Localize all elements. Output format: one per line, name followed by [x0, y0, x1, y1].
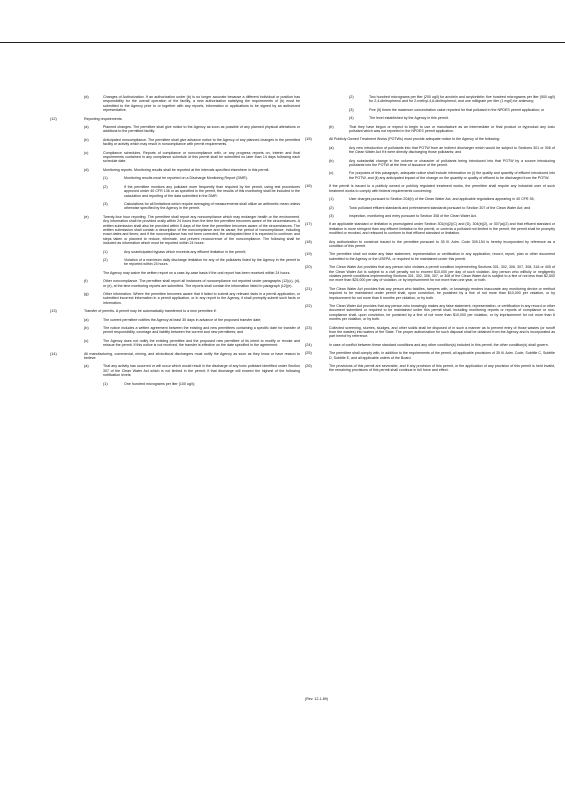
condition-paragraph: [305, 287, 555, 300]
paragraph-label: (1): [329, 197, 334, 202]
paragraph-label: (1): [103, 381, 108, 386]
condition-paragraph: [50, 258, 300, 267]
paragraph-label: (14): [50, 351, 57, 356]
condition-paragraph: [305, 240, 555, 249]
paragraph-text: All manufacturing, commercial, mining, and silvicultural dischargers must notify the Agency as soon as they know or have reason to believe:: [84, 351, 300, 361]
condition-paragraph: [305, 146, 555, 155]
paragraph-text: The permittee shall not make any false statement, representation or certification in any application, record, report, plan or other document submitted to the Agency or the USEPA, or required to be maintained under this permit.: [329, 252, 555, 261]
condition-paragraph: [305, 343, 555, 347]
paragraph-label: (2): [349, 95, 354, 99]
revision-footer: (Rev. 12-1-89): [305, 697, 328, 701]
condition-paragraph: [305, 265, 555, 283]
paragraph-label: (15): [305, 137, 312, 142]
condition-paragraph: [305, 197, 555, 201]
paragraph-text: User charges pursuant to Section 204(b) of the Clean Water Act, and applicable regulations appearing in 40 CFR 35;: [349, 197, 535, 202]
condition-paragraph: [305, 125, 555, 134]
paragraph-text: Five (5) times the maximum concentration value reported for that pollutant in the NPDES permit application; or: [369, 107, 545, 112]
paragraph-text: Any unanticipated bypass which exceeds any effluent limitation in the permit;: [124, 249, 246, 254]
paragraph-label: (21): [305, 286, 312, 291]
paragraph-label: (23): [305, 325, 312, 330]
paragraph-label: (16): [305, 184, 312, 189]
paragraph-text: The level established by the Agency in this permit.: [369, 116, 449, 121]
paragraph-label: (e): [84, 214, 89, 219]
paragraph-text: Transfer of permits. A permit may be automatically transferred to a new permittee if:: [84, 309, 217, 314]
paragraph-label: (2): [103, 257, 108, 262]
paragraph-text: The Agency does not notify the existing permittee and the proposed new permittee of its intent to modify or revoke and reissue the permit. If this notice is not received, the transfer is effective on the date specified in the agreement.: [103, 338, 300, 348]
paragraph-label: (c): [84, 338, 89, 343]
condition-paragraph: [50, 271, 300, 275]
right-column: [305, 95, 555, 377]
condition-paragraph: [305, 95, 555, 104]
header-rule: [0, 42, 565, 43]
paragraph-label: (b): [84, 326, 89, 331]
condition-paragraph: [305, 159, 555, 168]
paragraph-text: Toxic pollutant effluent standards and pretreatment standards pursuant to Section 307 of the Clean Water Act; and: [349, 205, 531, 210]
paragraph-text: One hundred micrograms per liter (100 ug/l);: [124, 381, 195, 386]
condition-paragraph: [305, 304, 555, 322]
paragraph-label: (19): [305, 252, 312, 257]
paragraph-text: Reporting requirements.: [84, 116, 123, 121]
condition-paragraph: [50, 117, 300, 121]
paragraph-label: (g): [84, 292, 89, 296]
condition-paragraph: [50, 309, 300, 313]
condition-paragraph: [50, 151, 300, 164]
paragraph-label: (24): [305, 342, 312, 347]
paragraph-text: Any substantial change in the volume or character of pollutants being introduced into that POTW by a source introducing pollutants into the POTW at the time of issuance of the permit.: [349, 158, 555, 168]
condition-paragraph: [50, 318, 300, 322]
condition-paragraph: [305, 214, 555, 218]
paragraph-text: Monitoring results must be reported on a Discharge Monitoring Report (DMR).: [124, 176, 248, 181]
condition-paragraph: [50, 215, 300, 246]
paragraph-text: Planned changes. The permittee shall give notice to the Agency as soon as possible of any planned physical alterations or additions to the permitted facility.: [103, 125, 300, 134]
paragraph-label: (f): [84, 279, 88, 284]
paragraph-label: (d): [84, 95, 89, 99]
paragraph-text: Any authorization to construct issued to the permittee pursuant to 35 Ill. Adm. Code 309.154 is hereby incorporated by reference as a condition of this permit.: [329, 239, 555, 248]
paragraph-label: (4): [349, 116, 354, 121]
paragraph-label: (2): [103, 184, 108, 189]
condition-paragraph: [50, 250, 300, 254]
paragraph-text: All Publicly Owned Treatment Works (POTWs) must provide adequate notice to the Agency of the following:: [329, 137, 500, 142]
paragraph-text: Anticipated noncompliance. The permittee shall give advance notice to the Agency of any planned changes in the permitted facility or activity which may result in noncompliance with permit requirements.: [103, 137, 300, 147]
paragraph-text: The provisions of this permit are severable, and if any provision of this permit, or the application of any provision of this permit is held invalid, the remaining provisions of this permit shall continue in full force and effect.: [329, 364, 555, 373]
paragraph-text: Compliance schedules. Reports of compliance or noncompliance with, or any progress reports on, interim and final requirements contained in any compliance schedule of this permit shall be submitted no later than 14 days following each schedule date.: [103, 150, 300, 164]
condition-paragraph: [305, 351, 555, 360]
paragraph-text: Collected screening, slurries, sludges, and other solids shall be disposed of in such a manner as to prevent entry of those wastes (or runoff from the wastes) into waters of the State. The proper authorization for such disposal shall be obtained from the Agency and is incorporated as part hereof by reference.: [329, 325, 555, 339]
paragraph-label: (a): [84, 317, 89, 322]
condition-paragraph: [50, 292, 300, 305]
condition-paragraph: [305, 116, 555, 120]
paragraph-text: Two hundred micrograms per liter (200 ug/l) for acrolein and acrylonitrile; five hundred micrograms per liter (500 ug/l) for 2,4-dinitrophenol and for 2-methyl-4,6-dinitrophenol; and one milligram per liter (1 mg/l) for antimony;: [369, 95, 555, 104]
paragraph-text: Twenty-four hour reporting. The permittee shall report any noncompliance which may endanger health or the environment. Any information shall be provided orally within 24 hours from the time the permittee becomes aware of the circumstances. A written submission shall also be provided within 5 days of the time the permittee becomes aware of the circumstances. The written submission shall contain a description of the noncompliance and its cause; the period of noncompliance, including exact dates and times; and if the noncompliance has not been corrected, the anticipated time it is expected to continue; and steps taken or planned to reduce, eliminate, and prevent reoccurrence of the noncompliance. The following shall be included as information which must be reported within 24 hours:: [103, 214, 300, 246]
paragraph-label: (13): [50, 309, 57, 314]
condition-paragraph: [305, 184, 555, 193]
condition-paragraph: [50, 202, 300, 211]
paragraph-text: Violation of a maximum daily discharge limitation for any of the pollutants listed by the Agency in the permit to be reported within 24 hours.: [124, 257, 300, 267]
condition-paragraph: [50, 352, 300, 361]
condition-paragraph: [50, 326, 300, 335]
paragraph-label: (1): [103, 249, 108, 254]
condition-paragraph: [50, 339, 300, 348]
paragraph-text: The Clean Water Act provides that any person who violates a permit condition implementing Sections 301, 302, 306, 307, 308, 318 or 405 of the Clean Water Act is subject to a civil penalty not to exceed $10,000 per day of such violation. Any person who willfully or negligently violates permit conditions implementing Sections 301, 302, 306, 307, or 308 of the Clean Water Act is subject to a fine of not less than $2,500 nor more than $25,000 per day of violation, or by imprisonment for not more than one year, or both.: [329, 265, 555, 283]
paragraph-label: (22): [305, 304, 312, 308]
condition-paragraph: [305, 137, 555, 141]
paragraph-text: The Agency may waive the written report on a case-by-case basis if the oral report has been received within 24 hours.: [103, 270, 291, 275]
paragraph-text: Any new introduction of pollutants into that POTW from an indirect discharger which would be subject to Sections 301 or 306 of the Clean Water Act if it were directly discharging those pollutants; and: [349, 145, 555, 155]
paragraph-label: (3): [349, 107, 354, 112]
paragraph-label: (3): [103, 201, 108, 206]
paragraph-label: (a): [84, 125, 89, 130]
paragraph-text: That they have begun or expect to begin to use or manufacture as an intermediate or final product or byproduct any toxic pollutant which was not reported in the NPDES permit application.: [349, 124, 555, 134]
paragraph-text: Changes of Authorization. If an authorization under (b) is no longer accurate because a different individual or position has responsibility for the overall operation of the facility, a new authorization satisfying the requirements of (b) must be submitted to the Agency prior to or together with any reports, information or applications to be signed by an authorized representative.: [103, 95, 300, 113]
paragraph-text: If the permittee monitors any pollutant more frequently than required by the permit, using test procedures approved under 40 CFR 136 or as specified in the permit, the results of this monitoring shall be included in the calculation and reporting of the data submitted in the DMR.: [124, 184, 300, 198]
paragraph-label: (12): [50, 116, 57, 121]
condition-paragraph: [50, 168, 300, 172]
paragraph-label: (b): [329, 158, 334, 163]
paragraph-text: The Clean Water Act provides that any person who knowingly makes any false statement, representation, or certification in any record or other document submitted or required to be maintained under this permit shall, including monitoring reports or reports of compliance or non-compliance shall, upon conviction, be punished by a fine of not more than $10,000 per violation, or by imprisonment for not more than 6 months per violation, or by both.: [329, 304, 555, 322]
paragraph-label: (2): [329, 205, 334, 210]
paragraph-text: Monitoring reports. Monitoring results shall be reported at the intervals specified elsewhere in this permit.: [103, 167, 270, 172]
condition-paragraph: [305, 108, 555, 112]
paragraph-text: Calculations for all limitations which require averaging of measurements shall utilize an arithmetic mean unless otherwise specified by the Agency in the permit.: [124, 201, 300, 211]
paragraph-label: (1): [103, 176, 108, 181]
paragraph-label: (20): [305, 265, 312, 270]
paragraph-label: (17): [305, 222, 312, 227]
paragraph-text: If an applicable standard or limitation is promulgated under Section 301(b)(2)(C) and (D), 304(b)(2), or 307(a)(2) and that effluent standard or limitation is more stringent than any effluent limitation in the permit, or controls a pollutant not limited in the permit, the permit shall be promptly modified or revoked, and reissued to conform to that effluent standard or limitation.: [329, 222, 555, 236]
paragraph-label: (a): [84, 364, 89, 369]
condition-paragraph: [50, 176, 300, 180]
paragraph-label: (18): [305, 239, 312, 244]
left-column: [50, 95, 300, 390]
condition-paragraph: [305, 364, 555, 373]
condition-paragraph: [50, 382, 300, 386]
paragraph-text: Inspection, monitoring and entry pursuant to Section 308 of the Clean Water Act.: [349, 213, 477, 218]
condition-paragraph: [50, 279, 300, 288]
condition-paragraph: [50, 138, 300, 147]
paragraph-label: (a): [329, 145, 334, 150]
condition-paragraph: [305, 206, 555, 210]
condition-paragraph: [305, 171, 555, 180]
paragraph-text: The current permittee notifies the Agency at least 30 days in advance of the proposed transfer date;: [103, 317, 262, 322]
paragraph-label: (3): [329, 213, 334, 218]
paragraph-label: (25): [305, 351, 312, 356]
paragraph-label: (b): [84, 137, 89, 142]
paragraph-label: (c): [329, 171, 334, 176]
paragraph-text: If the permit is issued to a publicly owned or publicly regulated treatment works, the permittee shall require any industrial user of such treatment works to comply with federal requirements concerning:: [329, 184, 555, 193]
condition-paragraph: [305, 222, 555, 235]
paragraph-text: Other noncompliance. The permittee shall report all instances of noncompliance not reported under paragraphs (12)(c), (d), or (e), at the time monitoring reports are submitted. The reports shall contain the information listed in paragraph (12)(e).: [103, 279, 300, 288]
condition-paragraph: [50, 364, 300, 377]
paragraph-label: (b): [329, 124, 334, 129]
condition-paragraph: [50, 95, 300, 113]
paragraph-label: (26): [305, 364, 312, 369]
paragraph-text: For purposes of this paragraph, adequate notice shall include information on (i) the quality and quantity of effluent introduced into the POTW, and (ii) any anticipated impact of the change on the quantity or quality of effluent to be discharged from the POTW.: [349, 171, 555, 180]
paragraph-text: The notice includes a written agreement between the existing and new permittees containing a specific date for transfer of permit responsibility, coverage and liability between the current and new permittees; and: [103, 326, 300, 335]
paragraph-text: That any activity has occurred or will occur which would result in the discharge of any toxic pollutant identified under Section 307 of the Clean Water Act which is not limited in the permit, if that discharge will exceed the highest of the following notification levels:: [103, 364, 300, 378]
paragraph-text: The permittee shall comply with, in addition to the requirements of the permit, all applicable provisions of 35 Ill. Adm. Code, Subtitle C, Subtitle D, Subtitle E, and all applicable orders of the Board.: [329, 351, 555, 360]
paragraph-text: Other information. Where the permittee becomes aware that it failed to submit any relevant facts in a permit application, or submitted incorrect information in a permit application, or in any report to the Agency, it shall promptly submit such facts or information.: [103, 292, 300, 305]
condition-paragraph: [50, 185, 300, 198]
paragraph-text: In case of conflict between these standard conditions and any other condition(s) included in this permit, the other condition(s) shall govern.: [329, 342, 549, 347]
condition-paragraph: [305, 326, 555, 339]
paragraph-text: The Clean Water Act provides that any person who falsifies, tampers with, or knowingly renders inaccurate any monitoring device or method required to be maintained under permit shall, upon conviction, be punished by a fine of not more than $10,000 per violation, or by imprisonment for not more than 6 months per violation, or by both.: [329, 286, 555, 300]
paragraph-label: (c): [84, 150, 89, 155]
condition-paragraph: [305, 252, 555, 261]
paragraph-label: (d): [84, 167, 89, 172]
condition-paragraph: [50, 125, 300, 134]
